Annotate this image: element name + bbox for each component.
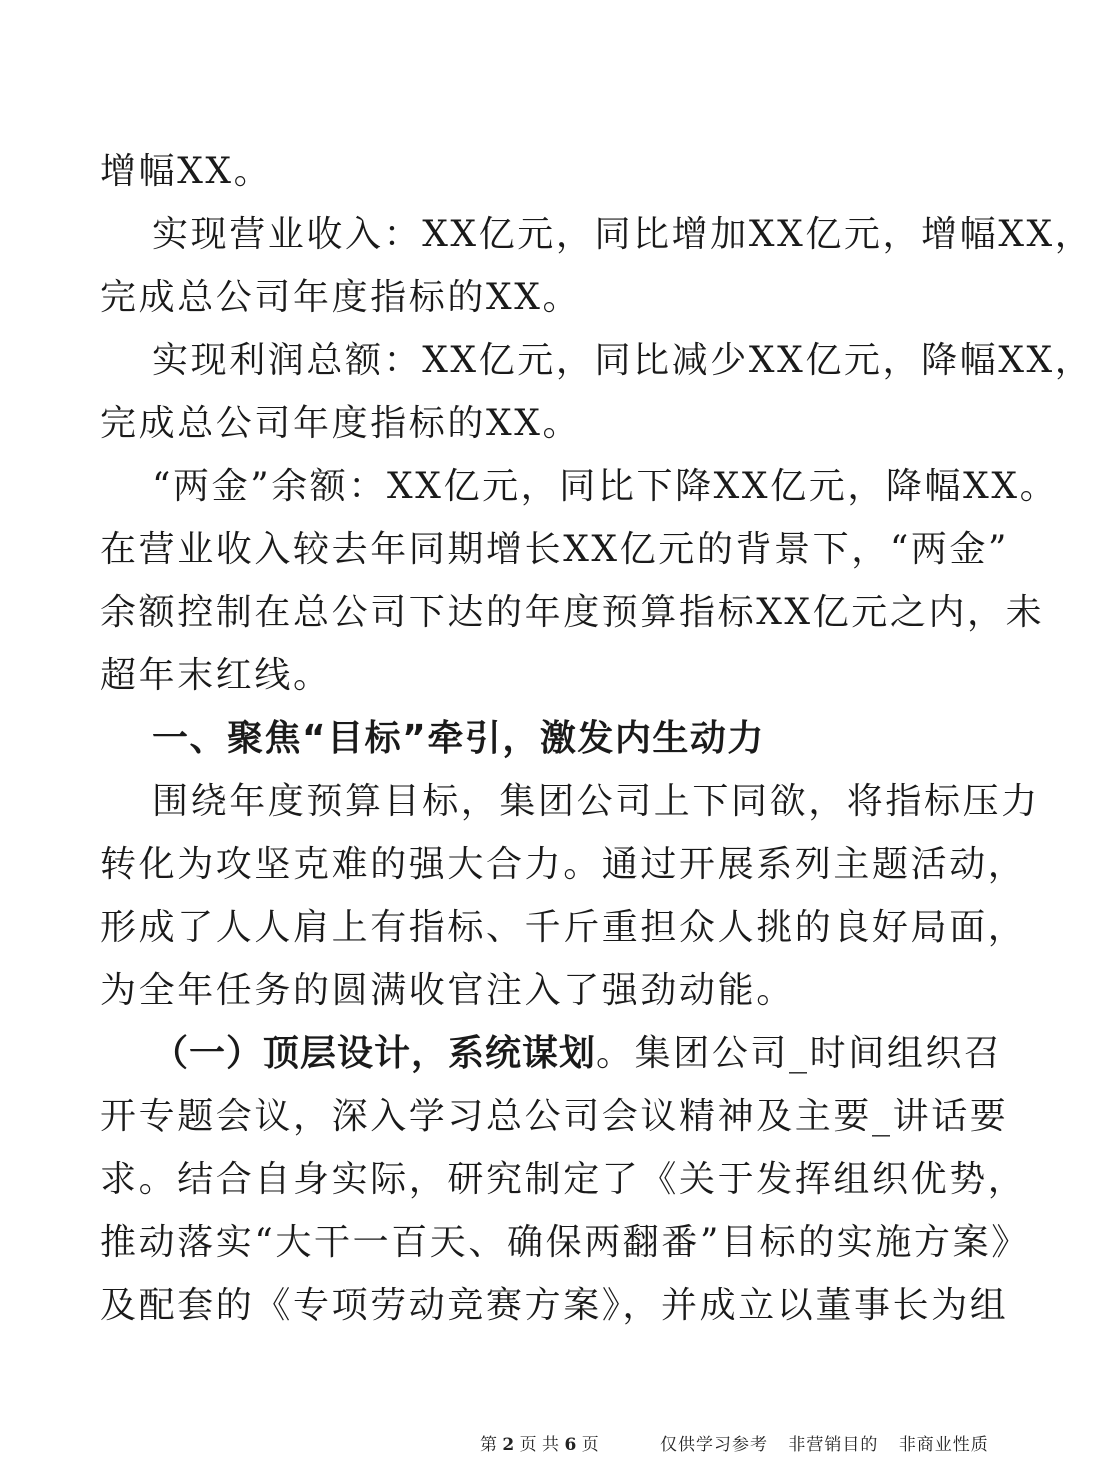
subsection-line [100, 1022, 1003, 1085]
subsection-text: 。集团公司_时间组织召 [596, 1033, 1003, 1074]
footer-notes [660, 1430, 1003, 1455]
current-page: 2 [502, 1435, 515, 1455]
footer-note: 非营销目的 [788, 1435, 879, 1455]
body-line: 求。结合自身实际，研究制定了《关于发挥组织优势， [100, 1159, 1027, 1200]
body-line: 完成总公司年度指标的XX。 [100, 403, 582, 444]
body-line: 推动落实“大干一百天、确保两翻番”目标的实施方案》 [100, 1222, 1030, 1263]
body-line: 转化为攻坚克难的强大合力。通过开展系列主题活动， [100, 844, 1027, 885]
body-line: 在营业收入较去年同期增长XX亿元的背景下，“两金” [100, 529, 1010, 570]
body-line: 余额控制在总公司下达的年度预算指标XX亿元之内，未 [100, 592, 1045, 633]
footer-note: 非商业性质 [898, 1435, 989, 1455]
body-line: 完成总公司年度指标的XX。 [100, 277, 582, 318]
body-line: 为全年任务的圆满收官注入了强劲动能。 [100, 970, 795, 1011]
body-line: 增幅XX。 [100, 151, 273, 192]
footer-note: 仅供学习参考 [660, 1435, 768, 1455]
body-line: 围绕年度预算目标，集团公司上下同欲，将指标压力 [152, 781, 1040, 822]
body-line: 实现营业收入：XX亿元，同比增加XX亿元，增幅XX， [152, 214, 1093, 255]
body-line: “两金”余额：XX亿元，同比下降XX亿元，降幅XX。 [152, 466, 1059, 507]
body-line: 及配套的《专项劳动竞赛方案》，并成立以董事长为组 [100, 1285, 1009, 1326]
body-line: 实现利润总额：XX亿元，同比减少XX亿元，降幅XX， [152, 340, 1093, 381]
page-mid: 页 共 [519, 1435, 560, 1455]
page-suffix: 页 [581, 1435, 599, 1455]
page-prefix: 第 [480, 1435, 497, 1455]
document-body [100, 140, 1093, 1337]
page-footer [0, 1426, 1080, 1458]
subsection-heading: （一）顶层设计，系统谋划 [152, 1033, 597, 1074]
total-pages: 6 [564, 1435, 577, 1455]
page-number [480, 1430, 599, 1455]
section-heading: 一、聚焦“目标”牵引，激发内生动力 [152, 718, 765, 759]
body-line: 形成了人人肩上有指标、千斤重担众人挑的良好局面， [100, 907, 1027, 948]
body-line: 开专题会议，深入学习总公司会议精神及主要_讲话要 [100, 1096, 1009, 1137]
body-line: 超年末红线。 [100, 655, 332, 696]
